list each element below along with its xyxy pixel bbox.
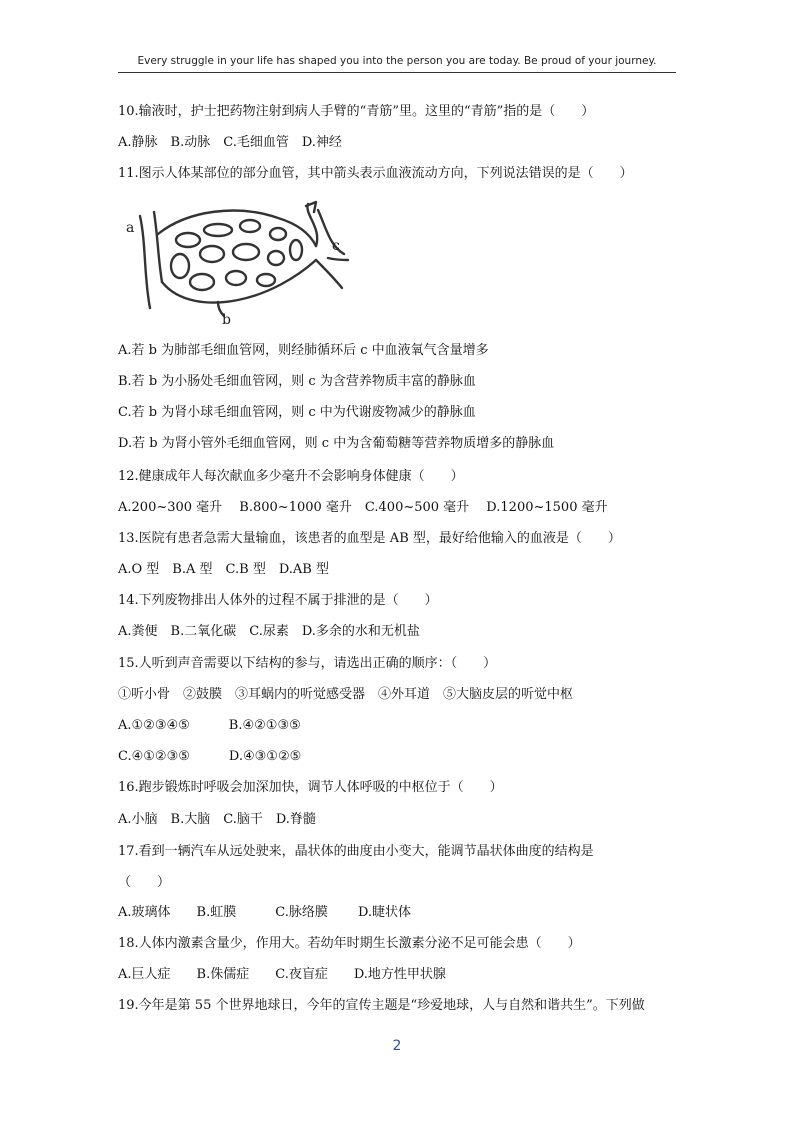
question-17-stem-cont: （ ） — [118, 875, 171, 890]
diagram-label-a: a — [126, 220, 135, 236]
capillary-island — [233, 244, 259, 260]
question-16-options: A.小脑 B.大脑 C.脑干 D.脊髓 — [118, 812, 316, 827]
question-14-stem: 14.下列废物排出人体外的过程不属于排泄的是（ ） — [118, 593, 438, 608]
vessel-a-left-wall — [140, 216, 150, 308]
question-11-option-b: B.若 b 为小肠处毛细血管网，则 c 为含营养物质丰富的静脉血 — [118, 374, 476, 389]
capillary-island — [204, 224, 232, 236]
question-10-stem: 10.输液时，护士把药物注射到病人手臂的“青筋”里。这里的“青筋”指的是（ ） — [118, 104, 595, 119]
page-number: 2 — [392, 1038, 402, 1054]
header-motto: Every struggle in your life has shaped you into the person you are today. Be proud of your journey. — [137, 55, 657, 67]
question-17-stem: 17.看到一辆汽车从远处驶来，晶状体的曲度由小变大，能调节晶状体曲度的结构是 — [118, 844, 594, 859]
question-18-stem: 18.人体内激素含量少，作用大。若幼年时期生长激素分泌不足可能会患（ ） — [118, 936, 581, 951]
question-12-stem: 12.健康成年人每次献血多少毫升不会影响身体健康（ ） — [118, 469, 464, 484]
question-16-stem: 16.跑步锻炼时呼吸会加深加快，调节人体呼吸的中枢位于（ ） — [118, 780, 503, 795]
question-11-option-a: A.若 b 为肺部毛细血管网，则经肺循环后 c 中血液氧气含量增多 — [118, 343, 489, 358]
question-12-options: A.200~300 毫升 B.800~1000 毫升 C.400~500 毫升 D.1200~1500 毫升 — [118, 500, 608, 515]
capillary-island — [290, 240, 302, 260]
question-11-option-c: C.若 b 为肾小球毛细血管网，则 c 中为代谢废物减少的静脉血 — [118, 405, 476, 420]
capillary-island — [200, 246, 224, 262]
network-bottom-outline — [162, 260, 316, 303]
question-17-options: A.玻璃体 B.虹膜 C.脉络膜 D.睫状体 — [118, 905, 412, 920]
question-10-options: A.静脉 B.动脉 C.毛细血管 D.神经 — [118, 135, 342, 150]
question-11-option-d: D.若 b 为肾小管外毛细血管网，则 c 中为含葡萄糖等营养物质增多的静脉血 — [118, 436, 555, 451]
capillary-island — [240, 220, 260, 232]
diagram-label-c: c — [332, 238, 340, 254]
question-13-stem: 13.医院有患者急需大量输血，该患者的血型是 AB 型，最好给他输入的血液是（ ） — [118, 531, 621, 546]
header-rule — [118, 72, 676, 73]
question-19-stem: 19.今年是第 55 个世界地球日，今年的宣传主题是“珍爱地球，人与自然和谐共生”。下列做 — [118, 998, 645, 1013]
capillary-island — [257, 274, 275, 286]
question-15-stem: 15.人听到声音需要以下结构的参与，请选出正确的顺序：（ ） — [118, 656, 497, 671]
capillary-island — [171, 254, 189, 278]
question-15-options-cd: C.④①②③⑤ D.④③①②⑤ — [118, 749, 302, 764]
blood-vessel-diagram — [118, 198, 358, 328]
capillary-island — [270, 228, 286, 240]
question-11-stem: 11.图示人体某部位的部分血管，其中箭头表示血液流动方向，下列说法错误的是（ ） — [118, 166, 633, 181]
question-18-options: A.巨人症 B.侏儒症 C.夜盲症 D.地方性甲状腺 — [118, 967, 446, 982]
vessel-c-upper-wall-2 — [318, 210, 344, 254]
capillary-island — [268, 251, 284, 265]
capillary-island — [226, 271, 246, 285]
question-15-options-ab: A.①②③④⑤ B.④②①③⑤ — [118, 718, 301, 733]
vessel-c-inner-wall — [328, 258, 348, 260]
capillary-island — [190, 274, 214, 290]
question-15-structures: ①听小骨 ②鼓膜 ③耳蜗内的听觉感受器 ④外耳道 ⑤大脑皮层的听觉中枢 — [118, 687, 574, 702]
diagram-label-b: b — [222, 312, 231, 328]
vessel-c-lower-wall — [316, 260, 342, 288]
capillary-island — [176, 233, 200, 247]
vessel-a-right-wall — [154, 212, 162, 282]
question-14-options: A.粪便 B.二氧化碳 C.尿素 D.多余的水和无机盐 — [118, 624, 420, 639]
question-13-options: A.O 型 B.A 型 C.B 型 D.AB 型 — [118, 562, 329, 577]
